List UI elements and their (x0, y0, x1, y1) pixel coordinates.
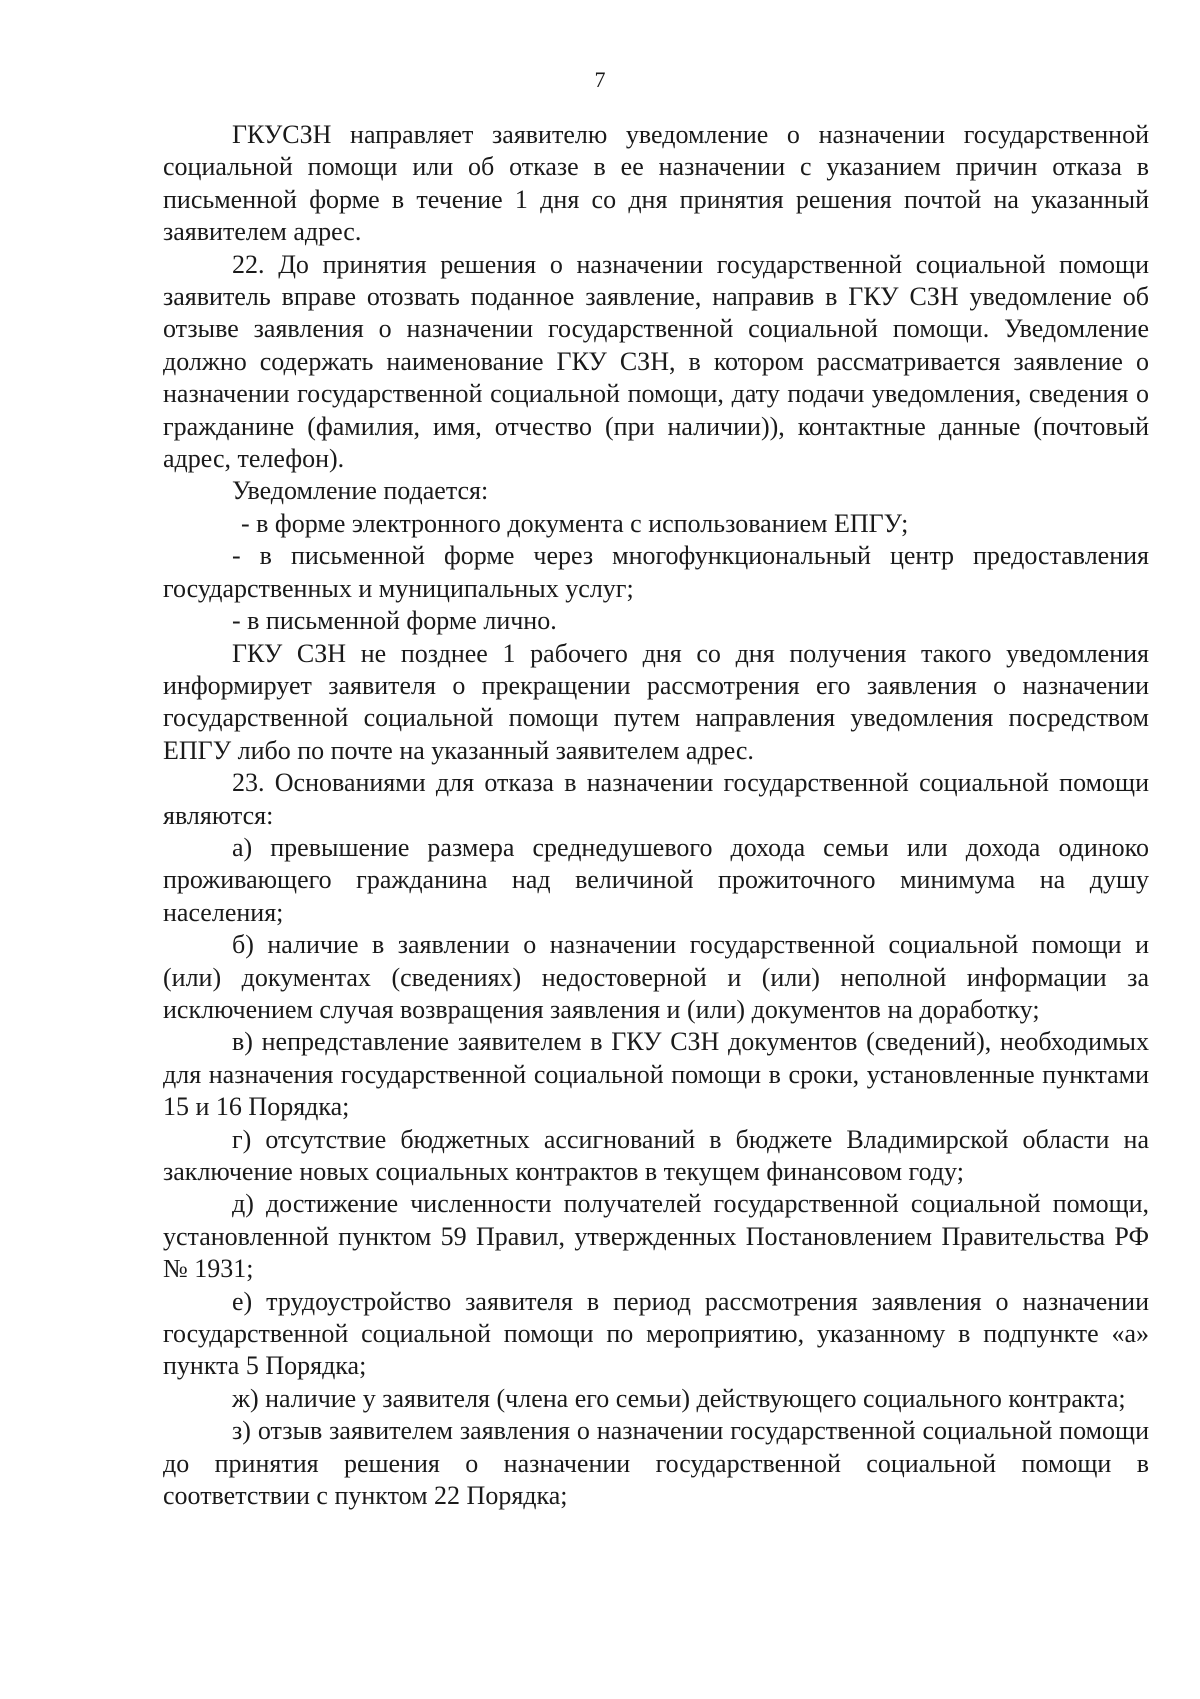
list-item-g: г) отсутствие бюджетных ассигнований в бюджете Владимирской области на заключение новых социальных контрактов в текущем финансовом году; (163, 1124, 1149, 1186)
paragraph-23: 23. Основаниями для отказа в назначении государственной социальной помощи являются: (163, 768, 1149, 830)
list-item-z: з) отзыв заявителем заявления о назначении государственной социальной помощи до принятия решения о назначении государственной социальной помощи в соответствии с пунктом 22 Порядка; (163, 1416, 1149, 1511)
paragraph-notice-submitted: Уведомление подается: (232, 476, 489, 506)
list-item-a: а) превышение размера среднедушевого дохода семьи или дохода одиноко проживающего гражданина над величиной прожиточного минимума на душу населения; (163, 832, 1149, 927)
page-number: 7 (594, 67, 606, 92)
list-item-b: б) наличие в заявлении о назначении государственной социальной помощи и (или) документах (сведениях) недостоверной и (или) неполной информации за исключением случая возвращения заявления и (или) документов на доработку; (163, 930, 1149, 1024)
list-item-zh: ж) наличие у заявителя (члена его семьи) действующего социального контракта; (232, 1383, 1126, 1413)
list-item-electronic: - в форме электронного документа с использованием ЕПГУ; (241, 508, 909, 538)
list-item-d: д) достижение численности получателей государственной социальной помощи, установленной пунктом 59 Правил, утвержденных Постановлением Правительства РФ № 1931; (163, 1189, 1149, 1284)
list-item-v: в) непредставление заявителем в ГКУ СЗН документов (сведений), необходимых для назначения государственной социальной помощи в сроки, установленные пунктами 15 и 16 Порядка; (163, 1027, 1149, 1122)
paragraph-notification: ГКУСЗН направляет заявителю уведомление о назначении государственной социальной помощи или об отказе в ее назначении с указанием причин отказа в письменной форме в течение 1 дня со дня принятия решения почтой на указанный заявителем адрес. (163, 120, 1149, 247)
list-item-mfc: - в письменной форме через многофункциональный центр предоставления государственных и муниципальных услуг; (163, 541, 1149, 603)
list-item-in-person: - в письменной форме лично. (232, 606, 557, 636)
list-item-e: е) трудоустройство заявителя в период рассмотрения заявления о назначении государственной социальной помощи по мероприятию, указанному в подпункте «а» пункта 5 Порядка; (163, 1286, 1149, 1381)
paragraph-gku-szn-informs: ГКУ СЗН не позднее 1 рабочего дня со дня получения такого уведомления информирует заявителя о прекращении рассмотрения его заявления о назначении государственной социальной помощи путем направления уведомления посредством ЕПГУ либо по почте на указанный заявителем адрес. (163, 638, 1149, 765)
paragraph-22: 22. До принятия решения о назначении государственной социальной помощи заявитель вправе отозвать поданное заявление, направив в ГКУ СЗН уведомление об отзыве заявления о назначении государственной социальной помощи. Уведомление должно содержать наименование ГКУ СЗН, в котором рассматривается заявление о назначении государственной социальной помощи, дату подачи уведомления, сведения о гражданине (фамилия, имя, отчество (при наличии)), контактные данные (почтовый адрес, телефон). (163, 249, 1149, 474)
document-body (163, 119, 1149, 1512)
